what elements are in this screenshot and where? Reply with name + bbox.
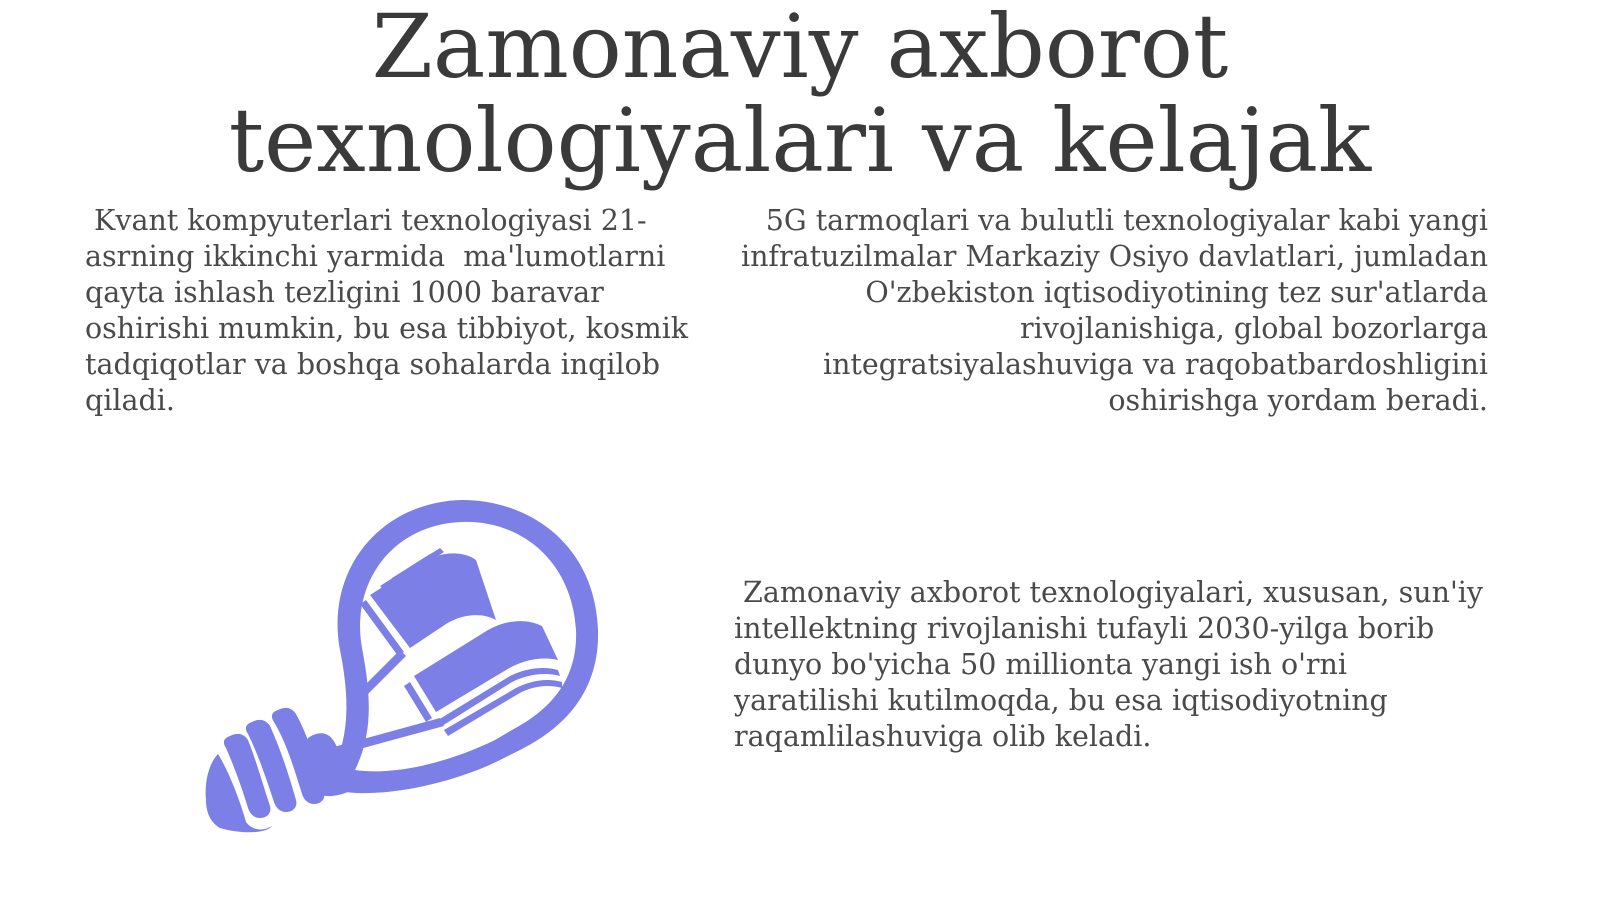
title-line-1: Zamonaviy axborot	[371, 0, 1229, 98]
paragraph-quantum-computing: Kvant kompyuterlari texnologiyasi 21-asrning ikkinchi yarmida ma'lumotlarni qayta ishlash tezligini 1000 baravar oshirishi mumkin, bu esa tibbiyot, kosmik tadqiqotlar va boshqa sohalarda inqilob qiladi.	[85, 204, 689, 417]
lightbulb-with-book-icon	[200, 500, 620, 860]
title-line-2: texnologiyalari va kelajak	[228, 89, 1372, 192]
page-title	[0, 0, 1600, 192]
paragraph-5g-cloud: 5G tarmoqlari va bulutli texnologiyalar kabi yangi infratuzilmalar Markaziy Osiyo davlatlari, jumladan O'zbekiston iqtisodiyotining tez sur'atlarda rivojlanishiga, global bozorlarga integratsiyalashuviga va raqobatbardoshligini oshirishga yordam beradi.	[740, 204, 1488, 417]
paragraph-ai-jobs: Zamonaviy axborot texnologiyalari, xususan, sun'iy intellektning rivojlanishi tufayli 2030-yilga borib dunyo bo'yicha 50 millionta yangi ish o'rni yaratilishi kutilmoqda, bu esa iqtisodiyotning raqamlilashuviga olib keladi.	[734, 576, 1484, 753]
